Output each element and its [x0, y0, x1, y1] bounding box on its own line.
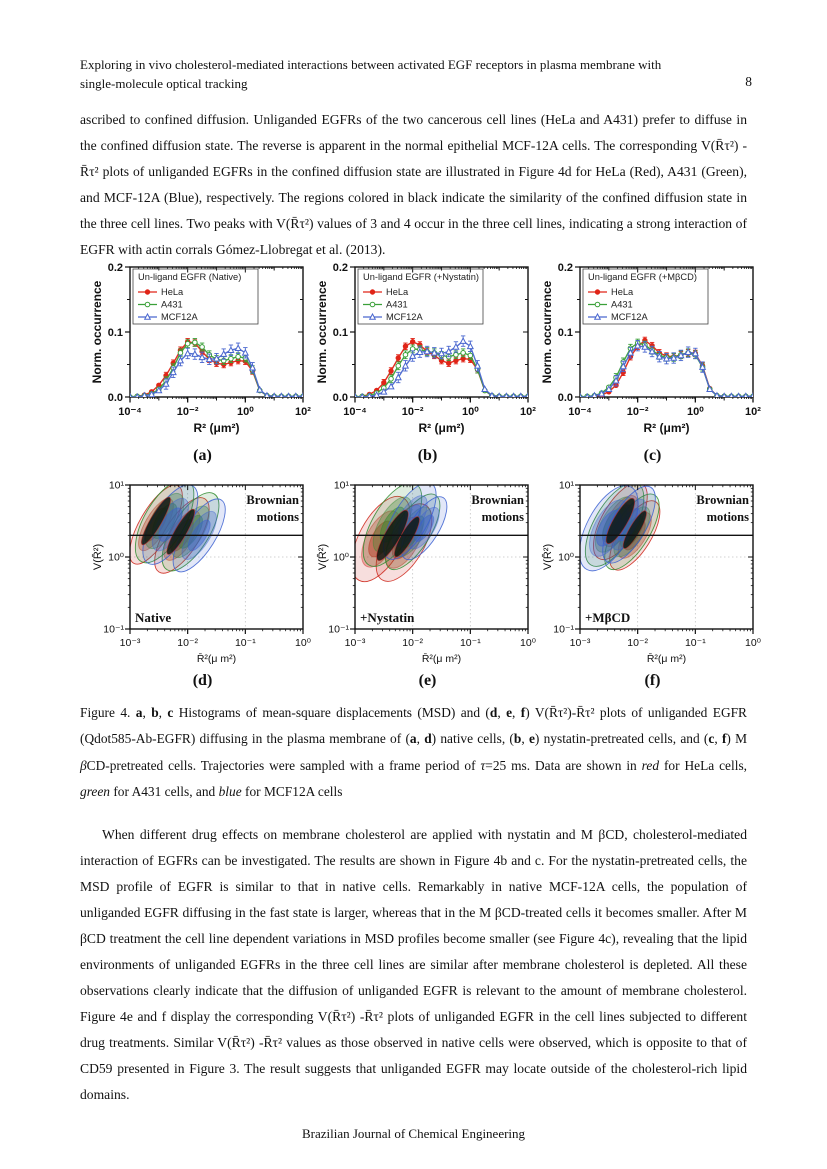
svg-text:R² (μm²): R² (μm²) [193, 421, 240, 435]
svg-text:0.0: 0.0 [332, 392, 348, 404]
svg-text:HeLa: HeLa [161, 287, 184, 298]
svg-text:V(R̄²): V(R̄²) [92, 543, 104, 571]
svg-text:R̄²(μ m²): R̄²(μ m²) [646, 653, 687, 665]
svg-text:Norm. occurrence: Norm. occurrence [540, 280, 554, 384]
svg-text:Un-ligand EGFR (+Nystatin): Un-ligand EGFR (+Nystatin) [363, 272, 479, 282]
svg-text:motions: motions [256, 510, 299, 524]
svg-text:A431: A431 [611, 299, 633, 310]
running-header-line1: Exploring in vivo cholesterol-mediated interactions between activated EGF receptors in plasma membrane with [80, 57, 662, 72]
svg-text:10⁻¹: 10⁻¹ [234, 637, 256, 649]
panel-a-letter: (a) [193, 447, 212, 464]
svg-text:R̄²(μ m²): R̄²(μ m²) [196, 653, 237, 665]
svg-text:10⁻³: 10⁻³ [569, 637, 591, 649]
svg-text:Native: Native [135, 610, 172, 625]
panel-a-chart [90, 260, 315, 442]
panel-b-svg [315, 260, 540, 442]
svg-text:0.1: 0.1 [107, 327, 123, 339]
svg-text:10⁻⁴: 10⁻⁴ [118, 406, 142, 418]
svg-text:10⁰: 10⁰ [237, 406, 254, 418]
running-header-line2: single-molecule optical tracking [80, 76, 248, 91]
svg-text:Brownian: Brownian [471, 493, 524, 507]
svg-text:0.0: 0.0 [557, 392, 573, 404]
svg-text:V(R̄²): V(R̄²) [317, 543, 329, 571]
paragraph-2: When different drug effects on membrane cholesterol are applied with nystatin and M βCD, cholesterol-mediated interaction of EGFRs can be investigated. The results are shown in Figure 4b and c. For the nystatin-pretreated cells, the MSD profile of EGFR is similar to that in native cells. Remarkably in native MCF-12A cells, the population of unliganded EGFR diffusing in the fast state is larger, whereas that in the M βCD-treated cells it becomes smaller. After M βCD treatment the cell line dependent variations in MSD profiles become smaller (see Figure 4c), revealing that the lipid environments of unliganded EGFRs in the three cell lines are similar after membrane cholesterol is depleted. All these observations clearly indicate that the diffusion of unliganded EGFR is relevant to the amount of membrane cholesterol. Figure 4e and f display the corresponding V(R̄τ²) -R̄τ² plots of unliganded EGFR in the cell lines subjected to different drug treatments. Similar V(R̄τ²) -R̄τ² values as those observed in native cells were observed, which is opposite to that of CD59 presented in Figure 3. The result suggests that unliganded EGFR may locate outside of the cholesterol-rich lipid domains. [80, 827, 747, 1102]
svg-text:MCF12A: MCF12A [161, 312, 198, 323]
panel-a-svg [90, 260, 315, 442]
svg-text:10⁻⁴: 10⁻⁴ [568, 406, 592, 418]
svg-text:10⁰: 10⁰ [520, 637, 536, 649]
svg-text:10⁰: 10⁰ [745, 637, 761, 649]
svg-text:10⁰: 10⁰ [295, 637, 311, 649]
svg-text:V(R̄²): V(R̄²) [542, 543, 554, 571]
svg-text:MCF12A: MCF12A [611, 312, 648, 323]
svg-text:motions: motions [706, 510, 749, 524]
panel-d-letter: (d) [192, 672, 213, 689]
svg-text:10⁰: 10⁰ [558, 551, 574, 564]
svg-text:Norm. occurrence: Norm. occurrence [90, 280, 104, 384]
panel-f-svg [540, 478, 765, 675]
svg-text:10⁻¹: 10⁻¹ [103, 623, 124, 636]
panel-b-chart [315, 260, 540, 442]
svg-text:0.1: 0.1 [332, 327, 348, 339]
svg-text:10²: 10² [520, 406, 536, 418]
journal-footer: Brazilian Journal of Chemical Engineering [301, 1126, 526, 1141]
panel-c-letter: (c) [643, 447, 662, 464]
panel-c-svg [540, 260, 765, 442]
panel-e-letter: (e) [418, 672, 437, 689]
svg-text:10⁻²: 10⁻² [627, 637, 649, 649]
svg-text:A431: A431 [386, 299, 408, 310]
svg-text:R̄²(μ m²): R̄²(μ m²) [421, 653, 462, 665]
svg-text:0.2: 0.2 [557, 262, 573, 274]
svg-text:MCF12A: MCF12A [386, 312, 423, 323]
svg-text:Un-ligand EGFR (Native): Un-ligand EGFR (Native) [138, 272, 242, 282]
svg-text:10²: 10² [295, 406, 311, 418]
svg-text:motions: motions [481, 510, 524, 524]
svg-text:0.2: 0.2 [107, 262, 123, 274]
svg-text:10⁰: 10⁰ [333, 551, 349, 564]
paragraph-1: ascribed to confined diffusion. Unliganded EGFRs of the two cancerous cell lines (HeLa and A431) prefer to diffuse in the confined diffusion state. The reverse is apparent in the normal epithelial MCF-12A cells. The corresponding V(R̄τ²) -R̄τ² plots of unliganded EGFRs in the confined diffusion state are illustrated in Figure 4d for HeLa (Red), A431 (Green), and MCF-12A (Blue), respectively. The regions colored in black indicate the similarity of the confined diffusion state in the three cell lines. Two peaks with V(R̄τ²) values of 3 and 4 occur in the three cell lines, indicating a strong interaction of EGFR with actin corrals Gómez-Llobregat et al. (2013). [80, 112, 747, 257]
svg-text:10⁻³: 10⁻³ [119, 637, 141, 649]
svg-text:10⁻³: 10⁻³ [344, 637, 366, 649]
svg-text:HeLa: HeLa [611, 287, 634, 298]
panel-d-chart [90, 478, 315, 675]
svg-text:10⁰: 10⁰ [687, 406, 704, 418]
svg-text:10⁻²: 10⁻² [176, 406, 199, 418]
svg-text:+Nystatin: +Nystatin [360, 610, 415, 625]
panel-d-svg [90, 478, 315, 675]
svg-text:10⁻¹: 10⁻¹ [553, 623, 574, 636]
svg-text:Brownian: Brownian [696, 493, 749, 507]
svg-text:10⁻¹: 10⁻¹ [684, 637, 706, 649]
svg-text:+MβCD: +MβCD [585, 610, 631, 625]
figure-4-caption: Figure 4. a, b, c Histograms of mean-square displacements (MSD) and (d, e, f) V(R̄τ²)-R̄τ² plots of unliganded EGFR (Qdot585-Ab-EGFR) diffusing in the plasma membrane of (a, d) native cells, (b, e) nystatin-pretreated cells, and (c, f) M βCD-pretreated cells. Trajectories were sampled with a frame period of τ=25 ms. Data are shown in red for HeLa cells, green for A431 cells, and blue for MCF12A cells [80, 705, 748, 800]
svg-text:10¹: 10¹ [558, 479, 574, 492]
panel-e-svg [315, 478, 540, 675]
svg-text:HeLa: HeLa [386, 287, 409, 298]
svg-text:10⁻⁴: 10⁻⁴ [343, 406, 367, 418]
svg-text:Brownian: Brownian [246, 493, 299, 507]
svg-text:0.2: 0.2 [332, 262, 348, 274]
panel-f-letter: (f) [644, 672, 661, 689]
page-number: 8 [745, 74, 752, 89]
svg-text:10⁻²: 10⁻² [402, 637, 424, 649]
svg-text:10²: 10² [745, 406, 761, 418]
panel-e-chart [315, 478, 540, 675]
svg-text:0.1: 0.1 [557, 327, 573, 339]
panel-c-chart [540, 260, 765, 442]
svg-text:10¹: 10¹ [108, 479, 124, 492]
svg-text:10⁻¹: 10⁻¹ [328, 623, 349, 636]
svg-text:10⁻²: 10⁻² [177, 637, 199, 649]
svg-text:10¹: 10¹ [333, 479, 349, 492]
svg-text:10⁻²: 10⁻² [626, 406, 649, 418]
svg-text:Norm. occurrence: Norm. occurrence [315, 280, 329, 384]
panel-b-letter: (b) [417, 447, 438, 464]
svg-text:R² (μm²): R² (μm²) [418, 421, 465, 435]
panel-f-chart [540, 478, 765, 675]
svg-text:R² (μm²): R² (μm²) [643, 421, 690, 435]
svg-text:10⁻¹: 10⁻¹ [459, 637, 481, 649]
svg-text:Un-ligand EGFR (+MβCD): Un-ligand EGFR (+MβCD) [588, 272, 697, 282]
svg-text:10⁻²: 10⁻² [401, 406, 424, 418]
svg-text:10⁰: 10⁰ [462, 406, 479, 418]
svg-text:10⁰: 10⁰ [108, 551, 124, 564]
running-header [80, 55, 680, 93]
svg-text:A431: A431 [161, 299, 183, 310]
svg-text:0.0: 0.0 [107, 392, 123, 404]
